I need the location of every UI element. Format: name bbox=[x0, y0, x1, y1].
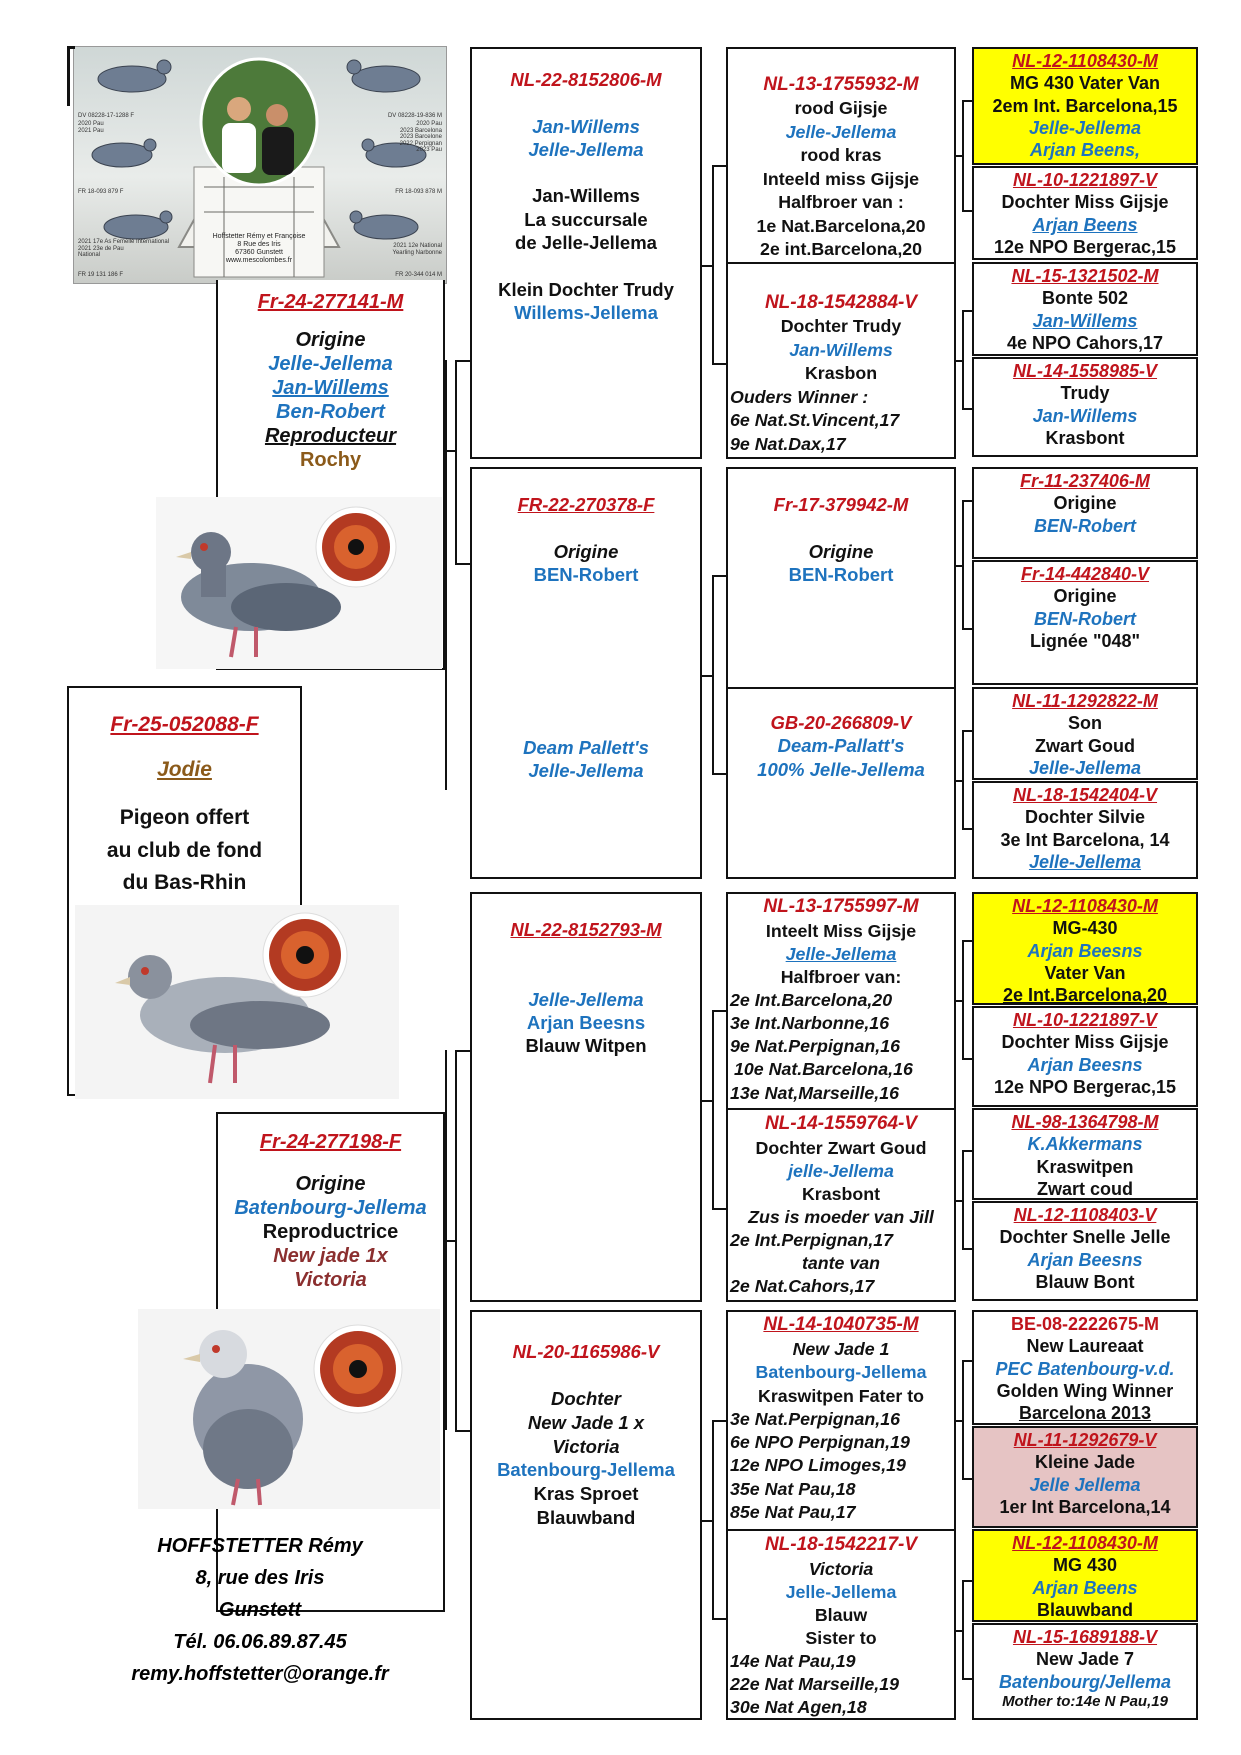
gen2-ring: NL-20-1165986-V bbox=[512, 1341, 660, 1362]
gen2-ring: FR-22-270378-F bbox=[517, 494, 655, 515]
sire-line: Rochy bbox=[299, 449, 362, 471]
connector bbox=[445, 1240, 455, 1242]
dam-ring: Fr-24-277198-F bbox=[259, 1131, 402, 1153]
connector bbox=[962, 1678, 972, 1680]
connector bbox=[712, 773, 726, 775]
gen2-line: Dochter bbox=[551, 1388, 621, 1410]
gen4-line: Jelle-Jellema bbox=[1028, 117, 1142, 138]
connector bbox=[702, 265, 712, 267]
connector bbox=[962, 730, 964, 830]
gen4-ring: Fr-11-237406-M bbox=[1020, 471, 1150, 491]
connector bbox=[962, 500, 972, 502]
connector bbox=[962, 1360, 964, 1480]
gen3-cell bbox=[728, 1112, 954, 1299]
gen4-line: Jan-Willems bbox=[1032, 310, 1138, 331]
gen4-line: 2em Int. Barcelona,15 bbox=[992, 95, 1178, 116]
sire-line: Jelle-Jellema bbox=[268, 353, 393, 375]
gen2-info bbox=[472, 1340, 700, 1529]
sire-line: Ben-Robert bbox=[276, 401, 385, 423]
subject-photo bbox=[75, 905, 399, 1099]
connector bbox=[712, 575, 726, 577]
connector bbox=[712, 1010, 726, 1012]
gen3-cell bbox=[728, 493, 954, 586]
connector bbox=[962, 940, 964, 1060]
gen3-cell bbox=[728, 895, 954, 1105]
gen4-line: Golden Wing Winner bbox=[996, 1380, 1174, 1401]
gen4-cell bbox=[972, 1108, 1198, 1200]
photo-tag: FR 18-093 878 M bbox=[395, 189, 442, 195]
gen4-ring: NL-12-1108430-M bbox=[1012, 1533, 1158, 1553]
gen4-line: Jelle-Jellema bbox=[1028, 851, 1142, 872]
owner-line: 8, rue des Iris bbox=[195, 1567, 325, 1589]
gen3-ring: Fr-17-379942-M bbox=[773, 494, 909, 515]
gen4-line: Zwart coud bbox=[1036, 1178, 1133, 1199]
gen3-line: Ouders Winner : bbox=[730, 386, 869, 407]
connector bbox=[712, 363, 726, 365]
photo-tag: FR 18-093 879 F bbox=[78, 189, 124, 195]
gen3-line: 12e NPO Limoges,19 bbox=[730, 1455, 906, 1476]
photo-tag: DV 08228-19-836 M bbox=[387, 113, 442, 119]
gen3-line: Jelle-Jellema bbox=[785, 1581, 897, 1602]
gen4-line: Arjan Beesns bbox=[1027, 940, 1143, 961]
photo-note: 2021 12e National Yearling Narbonne bbox=[392, 243, 442, 256]
gen4-line: MG 430 bbox=[1052, 1555, 1118, 1576]
gen4-cell bbox=[972, 1310, 1198, 1425]
gen3-line: 85e Nat Pau,17 bbox=[730, 1502, 856, 1523]
gen3-ring: NL-18-1542884-V bbox=[764, 292, 918, 313]
bracket-line bbox=[67, 46, 75, 49]
gen3-line: New Jade 1 bbox=[792, 1338, 890, 1359]
gen4-line: Jelle-Jellema bbox=[1028, 757, 1142, 778]
gen4-ring: NL-12-1108403-V bbox=[1013, 1205, 1157, 1225]
gen4-line: Dochter Miss Gijsje bbox=[1001, 192, 1169, 213]
connector bbox=[712, 1420, 714, 1620]
gen3-cell bbox=[728, 1313, 954, 1524]
gen2-line: Deam Pallett's bbox=[523, 737, 649, 759]
gen3-line: 22e Nat Marseille,19 bbox=[730, 1674, 900, 1695]
gen3-line: Blauw bbox=[814, 1604, 868, 1625]
gen3-line: 9e Nat.Perpignan,16 bbox=[730, 1036, 900, 1057]
gen4-cell bbox=[972, 1006, 1198, 1107]
gen3-cell bbox=[728, 72, 954, 261]
gen4-line: Arjan Beesns bbox=[1027, 1054, 1143, 1075]
gen3-line: 2e Int.Perpignan,17 bbox=[730, 1230, 894, 1251]
gen4-ring: NL-15-1689188-V bbox=[1012, 1627, 1158, 1647]
gen3-line: Sister to bbox=[805, 1628, 877, 1649]
dam-line: Batenbourg-Jellema bbox=[234, 1197, 427, 1219]
gen2-line: La succursale bbox=[524, 208, 648, 230]
photo-note: 2020 Pau 2021 Pau bbox=[78, 121, 104, 134]
gen2-line: Jelle-Jellema bbox=[528, 138, 644, 160]
connector bbox=[702, 1100, 712, 1102]
gen4-line: Origine bbox=[1053, 586, 1117, 607]
gen3-line: Batenbourg-Jellema bbox=[755, 1362, 927, 1383]
connector bbox=[962, 828, 972, 830]
connector bbox=[455, 360, 457, 565]
gen4-line: Arjan Beens bbox=[1032, 1577, 1138, 1598]
gen4-cell bbox=[972, 47, 1198, 165]
photo-tag: DV 08228-17-1288 F bbox=[78, 113, 135, 119]
connector bbox=[702, 1520, 712, 1522]
gen4-ring: NL-12-1108430-M bbox=[1012, 51, 1158, 71]
gen2-line: Jan-Willems bbox=[532, 185, 640, 207]
gen2-line: Blauw Witpen bbox=[525, 1035, 647, 1057]
divider bbox=[726, 1108, 956, 1110]
gen3-cell bbox=[728, 290, 954, 456]
connector bbox=[712, 165, 726, 167]
connector bbox=[962, 100, 964, 212]
connector bbox=[445, 450, 455, 452]
gen3-line: Inteeld miss Gijsje bbox=[762, 168, 920, 189]
gen3-line: jelle-Jellema bbox=[788, 1160, 894, 1181]
connector bbox=[962, 730, 972, 732]
gen2-line: Willems-Jellema bbox=[514, 301, 658, 323]
connector bbox=[455, 360, 471, 362]
gen4-cell bbox=[972, 166, 1198, 260]
gen3-line: Inteelt Miss Gijsje bbox=[765, 920, 917, 941]
gen4-line: Arjan Beens bbox=[1032, 214, 1138, 235]
gen3-line: Kraswitpen Fater to bbox=[758, 1385, 924, 1406]
gen2-line: Jan-Willems bbox=[532, 115, 640, 137]
gen3-ring: NL-18-1542217-V bbox=[764, 1534, 918, 1555]
gen2-line: Kras Sproet bbox=[533, 1483, 639, 1505]
gen3-ring: NL-14-1040735-M bbox=[763, 1314, 919, 1335]
connector bbox=[962, 310, 964, 410]
gen4-line: 12e NPO Bergerac,15 bbox=[993, 1076, 1177, 1097]
subject-info bbox=[69, 712, 300, 900]
gen4-line: K.Akkermans bbox=[1027, 1134, 1143, 1155]
gen4-cell bbox=[972, 1201, 1198, 1301]
gen4-ring: NL-98-1364798-M bbox=[1011, 1112, 1159, 1132]
owner-line: HOFFSTETTER Rémy bbox=[157, 1535, 363, 1557]
gen3-line: 13e Nat,Marseille,16 bbox=[730, 1082, 900, 1103]
gen4-line: Dochter Miss Gijsje bbox=[1001, 1032, 1169, 1053]
gen4-line: Lignée "048" bbox=[1029, 630, 1141, 651]
photo-tag: FR 19 131 186 F bbox=[78, 272, 124, 278]
gen2-info bbox=[472, 918, 700, 1058]
gen3-line: Dochter Zwart Goud bbox=[755, 1137, 927, 1158]
gen2-line: Victoria bbox=[552, 1435, 620, 1457]
gen4-line: Arjan Beens, bbox=[1029, 140, 1141, 161]
photo-caption: Hoffstetter Rémy et Françoise 8 Rue des Iris 67360 Gunstett www.mescolombes.fr bbox=[212, 233, 306, 265]
photo-note: 2021 17e As Femelle International 2021 23e de Pau National bbox=[78, 239, 170, 259]
gen3-line: 2e Int.Barcelona,20 bbox=[730, 990, 893, 1011]
gen4-line: Mother to:14e N Pau,19 bbox=[1002, 1692, 1168, 1710]
connector bbox=[962, 408, 972, 410]
connector bbox=[455, 1050, 471, 1052]
subject-line: au club de fond bbox=[106, 838, 263, 862]
connector bbox=[962, 1150, 972, 1152]
connector bbox=[455, 1430, 471, 1432]
gen4-line: 4e NPO Cahors,17 bbox=[1006, 332, 1164, 353]
connector bbox=[962, 628, 972, 630]
dam-photo bbox=[138, 1309, 440, 1509]
gen4-line: Son bbox=[1068, 713, 1102, 734]
gen3-line: Jelle-Jellema bbox=[785, 121, 897, 142]
connector bbox=[962, 1360, 972, 1362]
owner-line: remy.hoffstetter@orange.fr bbox=[131, 1663, 389, 1685]
connector bbox=[962, 1058, 972, 1060]
gen4-line: Arjan Beesns bbox=[1027, 1249, 1143, 1270]
gen4-line: Origine bbox=[1053, 493, 1117, 514]
dam-info bbox=[218, 1130, 443, 1292]
gen4-line: Jelle Jellema bbox=[1029, 1474, 1141, 1495]
gen3-line: 3e Nat.Perpignan,16 bbox=[730, 1408, 900, 1429]
owner-address bbox=[95, 1530, 425, 1690]
subject-name: Jodie bbox=[157, 758, 212, 782]
gen2-line: de Jelle-Jellema bbox=[515, 232, 657, 254]
gen4-line: Batenbourg/Jellema bbox=[998, 1671, 1172, 1692]
gen2-ring: NL-22-8152793-M bbox=[510, 919, 662, 940]
sire-photo bbox=[156, 497, 442, 669]
gen2-line: Klein Dochter Trudy bbox=[498, 278, 674, 300]
gen4-ring: NL-15-1321502-M bbox=[1011, 266, 1159, 286]
divider bbox=[726, 1529, 956, 1531]
gen2-line: Origine bbox=[553, 540, 619, 562]
gen2-line: New Jade 1 x bbox=[527, 1412, 645, 1434]
gen3-cell bbox=[728, 1533, 954, 1720]
gen2-info bbox=[472, 68, 700, 324]
gen3-ring: NL-14-1559764-V bbox=[764, 1113, 918, 1134]
gen4-cell bbox=[972, 892, 1198, 1005]
gen3-line: Halfbroer van : bbox=[778, 192, 904, 213]
gen2-line: BEN-Robert bbox=[533, 563, 639, 585]
connector bbox=[962, 1580, 964, 1680]
gen4-line: MG 430 Vater Van bbox=[1009, 73, 1161, 94]
gen2-line: Blauwband bbox=[536, 1506, 636, 1528]
gen3-line: 6e Nat.St.Vincent,17 bbox=[730, 410, 900, 431]
gen4-cell bbox=[972, 781, 1198, 879]
gen3-line: 10e Nat.Barcelona,16 bbox=[734, 1059, 913, 1080]
gen4-cell bbox=[972, 262, 1198, 356]
owner-line: Gunstett bbox=[218, 1599, 302, 1621]
gen3-ring: NL-13-1755997-M bbox=[763, 896, 919, 917]
gen3-line: 35e Nat Pau,18 bbox=[730, 1478, 856, 1499]
photo-tag: FR 20-344 014 M bbox=[395, 272, 442, 278]
sire-line: Origine bbox=[295, 329, 366, 351]
connector bbox=[445, 360, 447, 790]
gen4-line: Krasbont bbox=[1045, 427, 1125, 448]
connector bbox=[702, 675, 712, 677]
gen4-ring: NL-11-1292822-M bbox=[1012, 691, 1158, 711]
connector bbox=[962, 210, 972, 212]
connector bbox=[712, 1420, 726, 1422]
gen3-line: 3e Int.Narbonne,16 bbox=[730, 1013, 890, 1034]
gen4-line: New Laureaat bbox=[1026, 1336, 1144, 1357]
gen4-ring: NL-11-1292679-V bbox=[1013, 1430, 1157, 1450]
gen4-line: Blauw Bont bbox=[1035, 1271, 1135, 1292]
gen4-cell bbox=[972, 467, 1198, 559]
gen3-cell bbox=[728, 711, 954, 781]
gen4-line: 1er Int Barcelona,14 bbox=[999, 1496, 1171, 1517]
gen3-line: rood kras bbox=[800, 145, 882, 166]
gen2-info bbox=[472, 493, 700, 783]
gen4-ring: NL-12-1108430-M bbox=[1012, 896, 1158, 916]
gen4-ring: NL-10-1221897-V bbox=[1012, 170, 1158, 190]
gen4-line: New Jade 7 bbox=[1035, 1649, 1135, 1670]
connector bbox=[962, 500, 964, 630]
gen3-line: BEN-Robert bbox=[788, 563, 894, 585]
connector bbox=[962, 1580, 972, 1582]
gen3-line: 2e int.Barcelona,20 bbox=[759, 238, 923, 259]
gen4-line: Dochter Snelle Jelle bbox=[999, 1227, 1171, 1248]
gen3-ring: GB-20-266809-V bbox=[770, 712, 912, 733]
gen3-line: Jelle-Jellema bbox=[785, 943, 897, 964]
connector bbox=[962, 1150, 964, 1250]
connector bbox=[962, 100, 972, 102]
subject-ring: Fr-25-052088-F bbox=[110, 713, 259, 736]
gen3-line: 2e Nat.Cahors,17 bbox=[730, 1276, 875, 1297]
gen3-line: Zus is moeder van Jill bbox=[748, 1207, 934, 1228]
header-photo bbox=[73, 46, 447, 284]
gen4-cell bbox=[972, 1623, 1198, 1720]
gen4-line: 2e Int.Barcelona,20 bbox=[1002, 985, 1168, 1006]
gen3-line: 14e Nat Pau,19 bbox=[730, 1651, 856, 1672]
gen3-line: Deam-Pallatt's bbox=[777, 735, 905, 757]
gen4-line: 12e NPO Bergerac,15 bbox=[993, 236, 1177, 257]
gen4-ring: BE-08-2222675-M bbox=[1010, 1314, 1160, 1334]
gen3-line: Halfbroer van: bbox=[780, 966, 902, 987]
bracket-line bbox=[67, 46, 70, 106]
gen4-cell bbox=[972, 687, 1198, 780]
gen4-line: 3e Int Barcelona, 14 bbox=[1000, 829, 1170, 850]
gen4-line: Blauwband bbox=[1036, 1599, 1133, 1620]
gen3-line: Krasbont bbox=[801, 1183, 881, 1204]
gen3-line: 1e Nat.Barcelona,20 bbox=[756, 215, 926, 236]
gen3-line: Krasbon bbox=[804, 363, 878, 384]
gen4-line: Trudy bbox=[1060, 383, 1110, 404]
connector bbox=[455, 1050, 457, 1430]
gen3-line: 30e Nat Agen,18 bbox=[730, 1697, 867, 1718]
dam-line: Reproductrice bbox=[262, 1221, 399, 1243]
gen3-ring: NL-13-1755932-M bbox=[763, 74, 919, 95]
gen3-line: 9e Nat.Dax,17 bbox=[730, 433, 846, 454]
gen3-line: Origine bbox=[808, 540, 874, 562]
gen3-line: 6e NPO Perpignan,19 bbox=[730, 1432, 910, 1453]
connector bbox=[712, 1618, 726, 1620]
dam-line: New jade 1x bbox=[273, 1245, 388, 1267]
connector bbox=[455, 563, 471, 565]
gen4-cell bbox=[972, 1529, 1198, 1622]
connector bbox=[712, 165, 714, 365]
gen4-ring: Fr-14-442840-V bbox=[1020, 564, 1150, 584]
gen4-line: MG-430 bbox=[1052, 918, 1118, 939]
gen2-line: Batenbourg-Jellema bbox=[497, 1459, 675, 1481]
connector bbox=[962, 1248, 972, 1250]
gen2-line: Jelle-Jellema bbox=[528, 760, 644, 782]
gen4-cell bbox=[972, 357, 1198, 457]
gen4-ring: NL-14-1558985-V bbox=[1012, 361, 1158, 381]
connector bbox=[712, 1010, 714, 1210]
sire-ring: Fr-24-277141-M bbox=[257, 291, 404, 313]
dam-line: Origine bbox=[295, 1173, 366, 1195]
divider bbox=[726, 687, 956, 689]
gen2-line: Arjan Beesns bbox=[526, 1012, 646, 1034]
gen3-line: Dochter Trudy bbox=[780, 316, 902, 337]
gen4-line: PEC Batenbourg-v.d. bbox=[995, 1358, 1175, 1379]
sire-info bbox=[218, 290, 443, 472]
connector bbox=[962, 1478, 972, 1480]
gen4-line: Zwart Goud bbox=[1035, 735, 1135, 756]
photo-note: 2020 Pau 2023 Barcelona 2023 Barcelone 2022 Perpignan 2023 Pau bbox=[399, 121, 442, 154]
gen4-ring: NL-18-1542404-V bbox=[1012, 785, 1158, 805]
gen2-line: Jelle-Jellema bbox=[528, 988, 644, 1010]
gen4-line: BEN-Robert bbox=[1034, 515, 1136, 536]
gen3-line: Victoria bbox=[808, 1558, 874, 1579]
gen4-line: Vater Van bbox=[1044, 962, 1126, 983]
gen4-cell bbox=[972, 560, 1198, 685]
subject-line: du Bas-Rhin bbox=[122, 871, 247, 895]
gen4-line: Kleine Jade bbox=[1034, 1452, 1136, 1473]
sire-line: Jan-Willems bbox=[272, 377, 389, 399]
connector bbox=[712, 1208, 726, 1210]
gen4-line: Kraswitpen bbox=[1036, 1156, 1134, 1177]
gen4-line: Barcelona 2013 bbox=[1018, 1403, 1152, 1424]
gen4-ring: NL-10-1221897-V bbox=[1012, 1010, 1158, 1030]
gen3-line: rood Gijsje bbox=[794, 98, 888, 119]
owner-line: Tél. 06.06.89.87.45 bbox=[173, 1631, 347, 1653]
gen2-ring: NL-22-8152806-M bbox=[510, 69, 662, 90]
gen4-line: Dochter Silvie bbox=[1024, 807, 1146, 828]
connector bbox=[962, 310, 972, 312]
gen4-line: Bonte 502 bbox=[1041, 288, 1129, 309]
gen3-line: 100% Jelle-Jellema bbox=[757, 758, 925, 780]
gen4-line: Jan-Willems bbox=[1032, 405, 1138, 426]
subject-line: Pigeon offert bbox=[119, 806, 250, 830]
connector bbox=[712, 575, 714, 775]
divider bbox=[726, 262, 956, 264]
gen3-line: tante van bbox=[801, 1253, 881, 1274]
sire-line: Reproducteur bbox=[264, 425, 397, 447]
gen4-cell bbox=[972, 1426, 1198, 1528]
dam-line: Victoria bbox=[294, 1269, 367, 1291]
gen3-line: Jan-Willems bbox=[789, 339, 893, 360]
connector bbox=[962, 940, 972, 942]
gen4-line: BEN-Robert bbox=[1034, 608, 1136, 629]
